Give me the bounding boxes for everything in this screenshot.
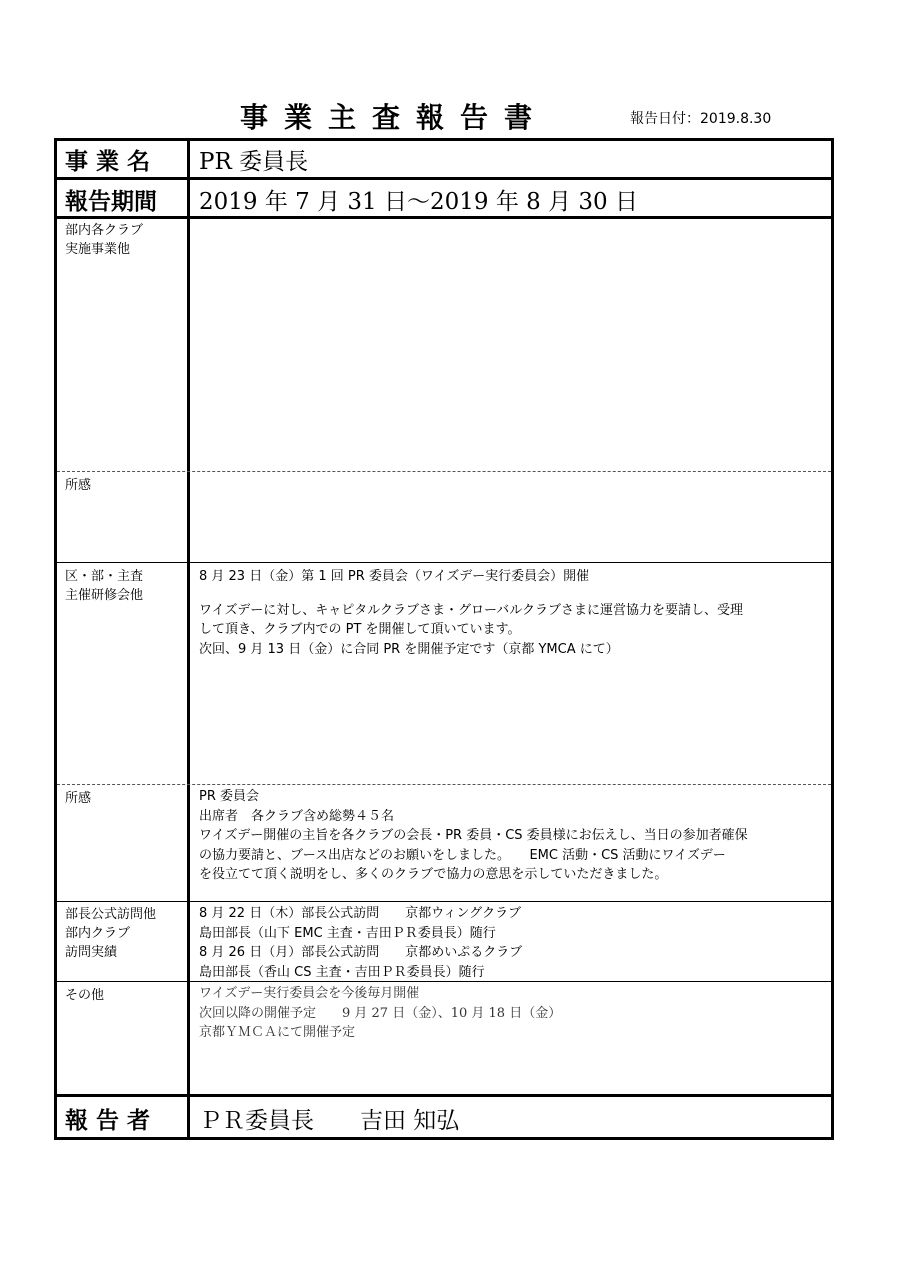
row-divider [57,471,831,472]
text-line [199,587,824,601]
column-divider [187,141,190,1137]
other-text [199,984,824,1043]
period-label: 報告期間 [65,189,157,215]
reporter-label: 報 告 者 [65,1108,151,1134]
project-label: 事 業 名 [65,149,151,175]
impression2-text [199,787,824,885]
district-events-label: 区・部・主査 主催研修会他 [65,569,144,603]
text-line: ワイズデーに対し、キャピタルクラブさま・グローバルクラブさまに運営協力を要請し、受理 [199,602,744,618]
text-line: を役立てて頂く説明をし、多くのクラブで協力の意思を示していただきました。 [199,867,668,882]
row-divider [57,784,831,785]
report-date: 報告日付：2019.8.30 [630,111,772,127]
text-line: PR 委員会 [199,789,260,804]
text-line: 京都ＹＭＣＡにて開催予定 [199,1025,356,1040]
text-line: 8 月 26 日（月）部長公式訪問 京都めいぷるクラブ [199,945,523,960]
project-value: PR 委員長 [199,149,309,175]
text-line: 8 月 23 日（金）第 1 回 PR 委員会（ワイズデー実行委員会）開催 [199,569,590,584]
other-label: その他 [65,988,105,1003]
text-line: して頂き、クラブ内での PT を開催して頂いています。 [199,622,521,637]
document-title: 事業主査報告書 [240,101,549,134]
period-value: 2019 年 7 月 31 日〜2019 年 8 月 30 日 [199,189,638,215]
row-divider [57,177,831,180]
row-divider [57,562,831,563]
row-divider [57,901,831,902]
impression1-label: 所感 [65,478,92,493]
text-line: 次回以降の開催予定 9 月 27 日（金）、10 月 18 日（金） [199,1005,562,1021]
row-divider [57,1094,831,1097]
impression2-label: 所感 [65,791,92,806]
club-events-label: 部内各クラブ 実施事業他 [65,223,144,257]
text-line: ワイズデー開催の主旨を各クラブの会長・PR 委員・CS 委員様にお伝えし、当日の参加者確保 [199,828,748,843]
text-line: 8 月 22 日（木）部長公式訪問 京都ウィングクラブ [199,906,522,921]
text-line: ワイズデー実行委員会を今後毎月開催 [199,986,420,1001]
visits-text [199,904,824,982]
text-line: 次回、9 月 13 日（金）に合同 PR を開催予定です（京都 YMCA にて） [199,641,619,657]
reporter-value: ＰＲ委員長 吉田 知弘 [199,1108,460,1134]
text-line: の協力要請と、ブース出店などのお願いをしました。 EMC 活動・CS 活動にワイズデー [199,847,726,863]
report-form [54,138,834,1140]
visits-label: 部長公式訪問他 部内クラブ 訪問実績 [65,907,157,960]
text-line: 島田部長（香山 CS 主査・吉田ＰＲ委員長）随行 [199,964,485,980]
text-line: 出席者 各クラブ含め総勢４５名 [199,808,395,824]
text-line: 島田部長（山下 EMC 主査・吉田ＰＲ委員長）随行 [199,925,496,941]
district-events-text [199,567,824,659]
row-divider [57,216,831,219]
